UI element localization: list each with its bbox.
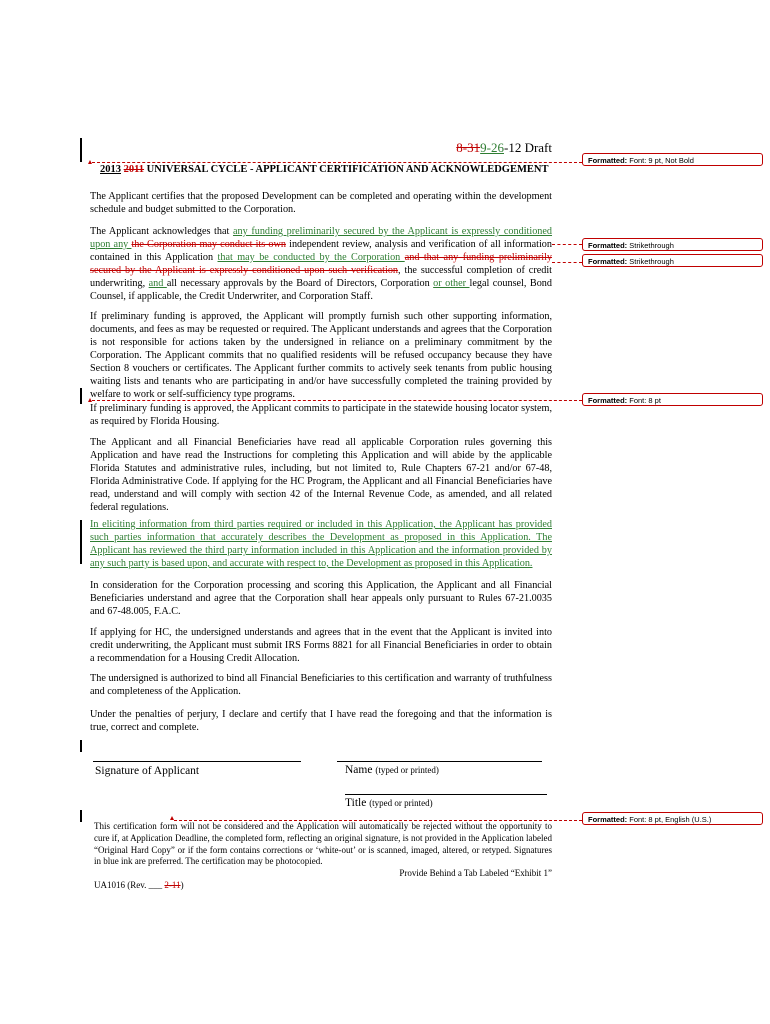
form-id <box>94 880 184 890</box>
comment-text: Font: 9 pt, Not Bold <box>627 156 694 165</box>
signature-line[interactable] <box>93 761 301 762</box>
change-bar <box>80 810 82 822</box>
formatting-comment[interactable] <box>582 812 763 825</box>
paragraph-authorized: The undersigned is authorized to bind all Financial Beneficiaries to this certification and warranty of truthfulness and completeness of the Application. <box>90 673 552 697</box>
text-run: independent review, analysis and verification of all information contained in this Application <box>90 239 552 263</box>
comment-label: Formatted: <box>588 156 628 165</box>
change-bar <box>80 520 82 564</box>
comment-connector <box>552 244 582 245</box>
name-label-text: Name <box>345 764 373 776</box>
comment-connector <box>92 400 582 401</box>
draft-date-inserted: 9-26 <box>480 140 504 155</box>
paragraph-acknowledges <box>90 225 552 303</box>
comment-text: Strikethrough <box>627 257 674 266</box>
behind-tab-label: Provide Behind a Tab Labeled “Exhibit 1” <box>399 868 552 878</box>
title-year-old: 2011 <box>123 164 145 175</box>
inserted-text: or other <box>433 278 470 289</box>
paragraph-third-parties: In eliciting information from third parties required or included in this Application, the Applicant has provided such parties information that accurately describes the Development as proposed in this Application. The Applicant has reviewed the third party information included in this Application and the information provided by any such party is based upon, and accurate with respect to, the Development as proposed in this Application. <box>90 519 552 569</box>
inserted-text: that may be conducted by the Corporation <box>217 252 405 263</box>
comment-label: Formatted: <box>588 241 628 250</box>
name-label <box>345 764 439 776</box>
paragraph-irs-forms: If applying for HC, the undersigned understands and agrees that in the event that the Applicant is invited into credit underwriting, the Applicant must submit IRS Forms 8821 for all Financial Beneficiaries in order to obtain a recommendation for a Housing Credit Allocation. <box>90 627 552 664</box>
paragraph-preliminary-funding: If preliminary funding is approved, the Applicant will promptly furnish such other supporting information, documents, and fees as may be requested or required. The Applicant understands and agrees that the Corporation is not responsible for actions taken by the undersigned in reliance on a preliminary commitment by the Corporation. The Applicant commits that no qualified residents will be refused occupancy because they have Section 8 vouchers or certificates. The Applicant further commits to actively seek tenants from public housing waiting lists and tenants who are participating in and/or have successfully completed the training provided by welfare to work or self-sufficiency type programs. <box>90 311 552 400</box>
formatting-comment[interactable] <box>582 393 763 406</box>
paragraph-certifies: The Applicant certifies that the proposed Development can be completed and operating within the development schedule and budget submitted to the Corporation. <box>90 191 552 215</box>
formatting-comment[interactable] <box>582 153 763 166</box>
draft-date-rest: -12 Draft <box>503 140 552 155</box>
comment-text: Font: 8 pt <box>627 396 661 405</box>
comment-connector <box>92 162 582 163</box>
text-run: all necessary approvals by the Board of Directors, Corporation <box>166 278 434 289</box>
title-line[interactable] <box>345 794 547 795</box>
certification-footnote: This certification form will not be considered and the Application will automatically be rejected without the opportunity to cure if, at Application Deadline, the completed form, reflecting an original signature, is not provided in the Application labeled “Original Hard Copy” or if the form contains corrections or ‘white-out’ or is scanned, imaged, altered, or retyped. Signatures in blue ink are preferred. The certification may be photocopied. <box>94 821 552 867</box>
form-id-suffix: ) <box>180 880 184 890</box>
name-line[interactable] <box>337 761 542 762</box>
title-label <box>345 797 433 809</box>
inserted-text: any funding preliminarily secured by the Applicant is expressly conditioned upon any <box>90 226 553 250</box>
paragraph-perjury: Under the penalties of perjury, I declare and certify that I have read the foregoing and that the information is true, correct and complete. <box>90 709 552 733</box>
title-year-new: 2013 <box>100 164 121 175</box>
paragraph-appeals: In consideration for the Corporation processing and scoring this Application, the Applicant and all Financial Beneficiaries understand and agree that the Corporation shall hear appeals only pursuant to Rules 67-21.0035 and 67-48.005, F.A.C. <box>90 580 552 617</box>
change-bar <box>80 138 82 162</box>
form-id-deleted: 2-11 <box>164 880 181 890</box>
page-title <box>100 164 548 175</box>
signature-label: Signature of Applicant <box>95 765 200 777</box>
formatting-comment[interactable] <box>582 238 763 251</box>
change-bar <box>80 388 82 404</box>
form-id-prefix: UA1016 (Rev. ___ <box>94 880 165 890</box>
draft-date <box>456 140 552 156</box>
title-label-hint: (typed or printed) <box>369 798 433 808</box>
comment-label: Formatted: <box>588 396 628 405</box>
title-text: UNIVERSAL CYCLE - APPLICANT CERTIFICATION AND ACKNOWLEDGEMENT <box>144 164 549 175</box>
title-label-text: Title <box>345 797 367 809</box>
comment-text: Font: 8 pt, English (U.S.) <box>627 815 712 824</box>
change-bar <box>80 740 82 752</box>
draft-date-deleted: 8-31 <box>456 140 481 155</box>
text-run: The Applicant acknowledges that <box>90 226 233 237</box>
text-run: legal counsel, Bond Counsel, if applicable, the Credit Underwriter, and Corporation Staff. <box>90 278 552 302</box>
text-run: , the successful completion of credit underwriting, <box>90 265 552 289</box>
comment-text: Strikethrough <box>627 241 674 250</box>
formatting-comment[interactable] <box>582 254 763 267</box>
comment-label: Formatted: <box>588 257 628 266</box>
paragraph-housing-locator: If preliminary funding is approved, the Applicant commits to participate in the statewide housing locator system, as required by Florida Housing. <box>90 403 552 427</box>
name-label-hint: (typed or printed) <box>375 765 439 775</box>
paragraph-rules: The Applicant and all Financial Beneficiaries have read all applicable Corporation rules governing this Application and have read the Instructions for completing this Application and will abide by the applicable Florida Statutes and administrative rules, including, but not limited to, Rule Chapters 67-21 and/or 67-48, Florida Administrative Code. If applying for the HC Program, the Applicant and all Financial Beneficiaries have read, understand and will comply with section 42 of the Internal Revenue Code, as amended, and all related federal regulations. <box>90 437 552 513</box>
comment-label: Formatted: <box>588 815 628 824</box>
deleted-text: the Corporation may conduct its own <box>131 239 286 250</box>
inserted-text: and <box>148 278 167 289</box>
comment-connector <box>552 262 582 263</box>
comment-connector <box>174 820 582 821</box>
deleted-text: and that any funding preliminarily secured by the Applicant is expressly conditioned upon such verification <box>90 252 553 276</box>
